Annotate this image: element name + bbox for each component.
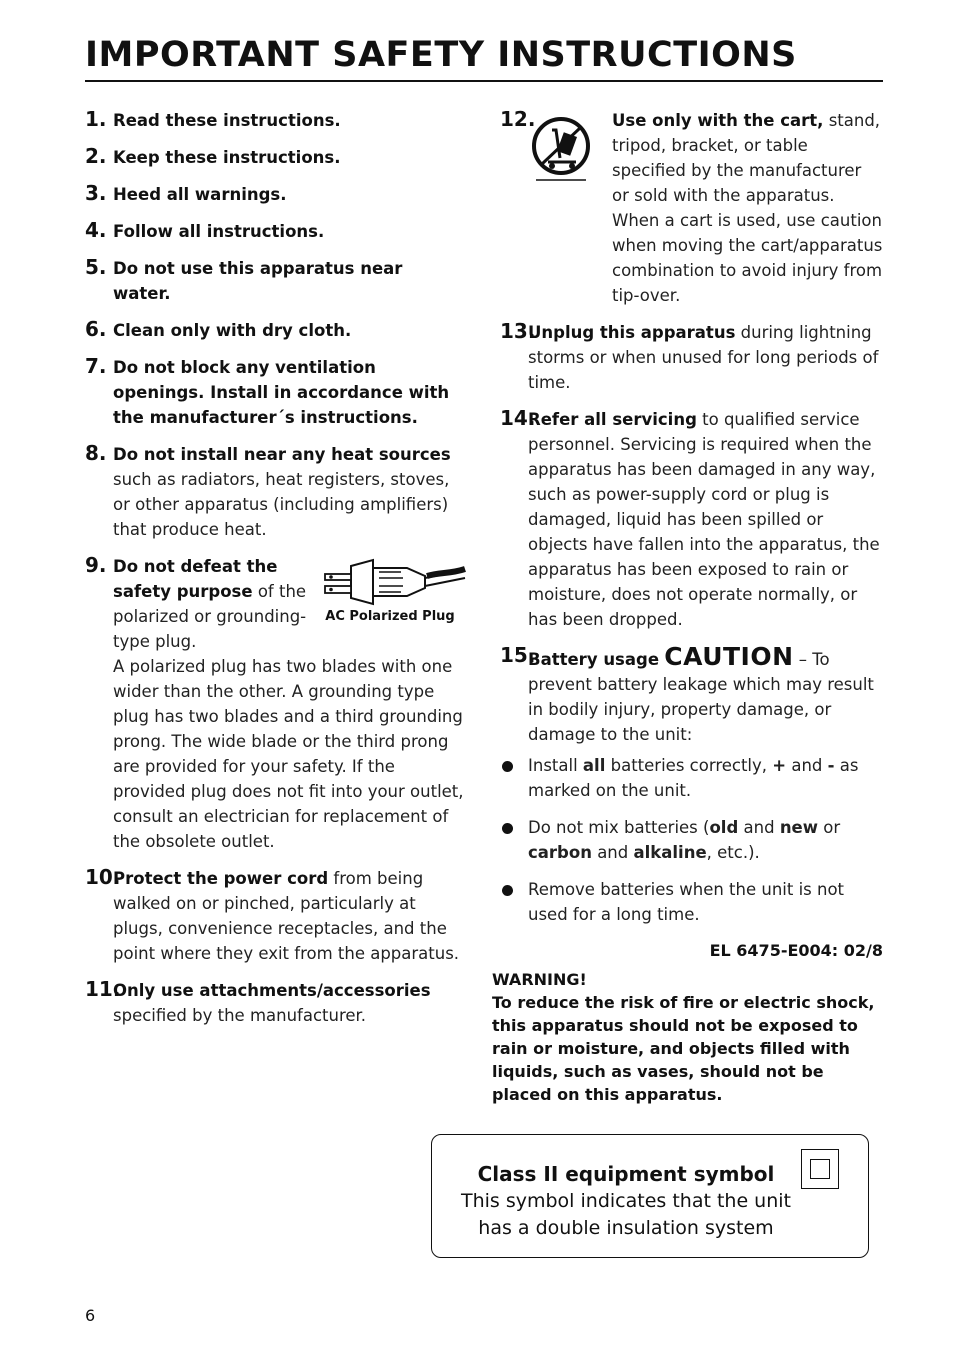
item-bold-text: Do not install near any heat sources (113, 445, 451, 464)
class-ii-box (431, 1134, 869, 1258)
bullet-text: and (591, 843, 634, 862)
item-number: 7. (85, 354, 107, 378)
item-bold-text: Use only with the cart, (612, 111, 824, 130)
bullet-dot (502, 761, 513, 772)
item-number: 6. (85, 317, 107, 341)
list-item (500, 877, 883, 927)
item-number: 8. (85, 441, 107, 465)
right-column (500, 108, 883, 960)
item-bold-text: Keep these instructions. (113, 148, 341, 167)
item-bold-text: Do not defeat the safety purpose (113, 557, 278, 601)
bullet-text: Remove batteries when the unit is not used for a long time. (528, 880, 845, 924)
instruction-item (85, 219, 470, 244)
item-body-text: during lightning storms or when unused for long periods of time. (528, 323, 879, 392)
instruction-item (85, 108, 470, 133)
item-bold-text: Do not block any ventilation openings. Install in accordance with the manufacturer´s instructions. (113, 358, 450, 427)
page-number: 6 (85, 1306, 96, 1325)
class-ii-title: Class II equipment symbol (477, 1162, 775, 1186)
item-body-text: A polarized plug has two blades with one wider than the other. A grounding type plug has two blades and a third grounding prong. The wide blade or the third prong are provided for your safety. If the provided plug does not fit into your outlet, consult an electrician for replacement of the obsolete outlet. (113, 657, 464, 851)
item-bold-text: Protect the power cord (113, 869, 329, 888)
item-number: 12. (500, 107, 536, 131)
battery-bullet-list (500, 753, 883, 927)
list-item (500, 753, 883, 803)
bullet-text: batteries correctly, (605, 756, 773, 775)
instruction-item (500, 320, 883, 395)
item-bold-text: Follow all instructions. (113, 222, 325, 241)
bullet-bold: new (779, 818, 818, 837)
document-code: EL 6475-E004: 02/8 (709, 941, 883, 960)
class-ii-text-block (446, 1161, 806, 1242)
instruction-item (85, 182, 470, 207)
bullet-bold: carbon (528, 843, 592, 862)
instruction-item (85, 978, 470, 1028)
item-body-text: stand, tripod, bracket, or table specified by the manufacturer or sold with the apparatus. When a cart is used, use caution when moving the cart/apparatus combination to avoid injury from tip-over. (612, 111, 883, 305)
list-item (500, 815, 883, 865)
item-number: 9. (85, 553, 107, 577)
instruction-item-plug (85, 554, 470, 854)
bullet-bold: old (709, 818, 739, 837)
class-ii-inner-square (810, 1159, 830, 1179)
item-body-text: from being walked on or pinched, particularly at plugs, convenience receptacles, and the point where they exit from the apparatus. (113, 869, 460, 963)
item-bold-text: Do not use this apparatus near water. (113, 259, 403, 303)
instruction-item (85, 318, 470, 343)
bullet-text: Install (528, 756, 583, 775)
warning-block (492, 968, 882, 1106)
bullet-dot (502, 823, 513, 834)
bullet-bold: alkaline (633, 843, 707, 862)
instruction-item (85, 866, 470, 966)
title-underline (85, 80, 883, 82)
warning-text: To reduce the risk of fire or electric shock, this apparatus should not be exposed to rain or moisture, and objects filled with liquids, such as vases, should not be placed on this apparatus. (492, 993, 875, 1104)
bullet-text: Do not mix batteries ( (528, 818, 710, 837)
instruction-item (500, 407, 883, 632)
left-column (85, 108, 470, 1040)
item-bold-text: Refer all servicing (528, 410, 697, 429)
instruction-item-cart (500, 108, 883, 308)
bullet-text: as marked on the unit. (528, 756, 859, 800)
item-body-text: to qualified service personnel. Servicing is required when the apparatus has been damaged in any way, such as power-supply cord or plug is damaged, liquid has been spilled or objects have fallen into the apparatus, the apparatus has been exposed to rain or moisture, does not operate normally, or has been dropped. (528, 410, 880, 629)
plug-caption: AC Polarized Plug (325, 609, 455, 624)
item-bold-text: Battery usage (528, 650, 660, 669)
class-ii-description: This symbol indicates that the unit has a double insulation system (460, 1190, 791, 1239)
plug-illustration (315, 554, 470, 634)
caution-label: CAUTION (664, 642, 794, 671)
item-number: 13. (500, 319, 536, 343)
page-title: IMPORTANT SAFETY INSTRUCTIONS (85, 35, 797, 75)
instruction-item-battery (500, 644, 883, 747)
bullet-text: and (738, 818, 780, 837)
item-number: 2. (85, 144, 107, 168)
item-lead (113, 554, 313, 654)
item-number: 4. (85, 218, 107, 242)
item-number: 3. (85, 181, 107, 205)
ac-polarized-plug-icon (315, 554, 470, 612)
item-number: 1. (85, 107, 107, 131)
item-bold-text: Clean only with dry cloth. (113, 321, 352, 340)
warning-heading: WARNING! (492, 970, 587, 989)
bullet-dot (502, 885, 513, 896)
item-body-text: such as radiators, heat registers, stoves, or other apparatus (including amplifiers) that produce heat. (113, 470, 450, 539)
instruction-item (85, 442, 470, 542)
bullet-text: and (786, 756, 828, 775)
item-number: 14. (500, 406, 536, 430)
instruction-item (85, 145, 470, 170)
bullet-text: or (818, 818, 841, 837)
item-body-text: – To prevent battery leakage which may result in bodily injury, property damage, or damage to the unit: (528, 650, 874, 744)
bullet-text: , etc.). (706, 843, 760, 862)
instruction-item (85, 355, 470, 430)
cart-tip-over-warning-icon (530, 116, 592, 186)
bullet-bold: all (582, 756, 606, 775)
item-bold-text: Heed all warnings. (113, 185, 287, 204)
item-lead-text: of the polarized or grounding-type plug. (113, 582, 307, 651)
item-number: 5. (85, 255, 107, 279)
item-number: 15. (500, 643, 536, 667)
item-bold-text: Read these instructions. (113, 111, 341, 130)
item-body-text: specified by the manufacturer. (113, 1006, 367, 1025)
bullet-bold: - (827, 756, 835, 775)
instruction-item (85, 256, 470, 306)
item-bold-text: Unplug this apparatus (528, 323, 736, 342)
bullet-bold: + (772, 756, 787, 775)
item-number: 11. (85, 977, 121, 1001)
item-number: 10. (85, 865, 121, 889)
item-bold-text: Only use attachments/accessories (113, 981, 431, 1000)
class-ii-double-square-icon (801, 1149, 839, 1189)
